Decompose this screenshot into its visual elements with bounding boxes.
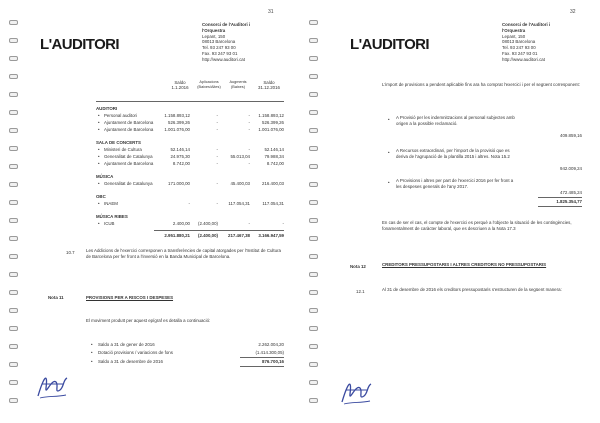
table-row-label: Ajuntament de Barcelona — [104, 120, 154, 125]
table-cell: 526.399,26 — [168, 120, 190, 125]
binder-ring — [309, 38, 318, 43]
table-cell: - — [248, 113, 250, 118]
para-10-7-text: Les Addicions de l'exercici corresponen a transferències de capital atorgades per l'Institut de Cultura de Barcelona per fer front a l'inversió en la Banda Municipal de Barcelona. — [86, 248, 281, 259]
address-tel: Tel. 93 247 93 00 — [502, 45, 536, 51]
table-group-label: MÚSICA — [96, 174, 114, 179]
binder-ring — [9, 20, 18, 25]
binder-ring — [309, 344, 318, 349]
address-street: Lepant, 150 — [502, 33, 526, 39]
binder-ring — [309, 74, 318, 79]
binder-ring — [309, 200, 318, 205]
address-fax: Fax. 93 247 93 01 — [202, 50, 238, 56]
binder-ring — [9, 200, 18, 205]
binder-ring — [9, 380, 18, 385]
table-cell: - — [216, 113, 218, 118]
note-11-title: PROVISIONS PER A RISCOS I DESPESES — [86, 295, 174, 300]
bullet-icon: • — [98, 147, 100, 152]
table-cell: - — [216, 120, 218, 125]
table-row-label: Ministeri de Cultura — [104, 147, 142, 152]
binder-ring — [9, 146, 18, 151]
binder-ring — [309, 164, 318, 169]
table-cell: 1.001.076,00 — [164, 127, 190, 132]
table-row-label: Generalitat de Catalunya — [104, 181, 153, 186]
page-number: 31 — [268, 9, 274, 15]
table-row-label: Generalitat de Catalunya — [104, 154, 153, 159]
table-group-label: SALA DE CONCERTS — [96, 140, 141, 145]
table-cell: 1.158.893,12 — [164, 113, 190, 118]
total-double-rule — [538, 206, 582, 207]
left-page — [6, 6, 292, 416]
binder-ring — [9, 236, 18, 241]
table-cell: - — [248, 120, 250, 125]
table-cell: - — [216, 127, 218, 132]
table-cell: - — [216, 147, 218, 152]
binder-ring — [9, 182, 18, 187]
note-11-label: Nota 11 — [48, 295, 64, 300]
auditori-logo: L'AUDITORI — [350, 36, 429, 53]
provision-item-1-value: 409.859,16 — [560, 133, 582, 138]
right-page — [306, 6, 592, 416]
table-cell: - — [248, 161, 250, 166]
table-row-label: Personal auditori — [104, 113, 137, 118]
table-cell: 2.400,00 — [172, 221, 190, 226]
binder-ring — [309, 236, 318, 241]
table-cell: 8.742,00 — [266, 161, 284, 166]
table-cell: 45.400,03 — [230, 181, 250, 186]
table-cell: (2.400,00) — [197, 221, 218, 226]
total-col-2: (2.400,00) — [197, 233, 218, 238]
binder-ring — [9, 74, 18, 79]
address-web: http://www.auditori.cat — [502, 56, 545, 62]
sum-rule — [240, 357, 284, 358]
total-col-3: 217.467,38 — [228, 233, 250, 238]
table-header-1: Saldo 1.1.2016 — [171, 80, 189, 90]
address-street: Lepant, 150 — [202, 33, 226, 39]
note-11-item-3-value: 876.700,16 — [262, 359, 284, 364]
sum-rule — [538, 197, 582, 198]
table-cell: - — [282, 221, 284, 226]
note-11-item-3-label: Saldo a 31 de desembre de 2016 — [98, 359, 163, 364]
address-fax: Fax. 93 247 93 01 — [502, 50, 538, 56]
bullet-icon: • — [91, 359, 93, 364]
table-header-2: Aplicacions (Baixes/Altes) — [197, 80, 221, 89]
page-number: 32 — [570, 9, 576, 15]
note-11-intro: El moviment produït per aquest epígraf es detalla a continuació: — [86, 318, 211, 323]
bullet-icon: • — [91, 342, 93, 347]
address-city: 08013 Barcelona — [202, 39, 236, 45]
table-cell: 52.146,14 — [170, 147, 190, 152]
binder-ring — [309, 362, 318, 367]
table-cell: 117.054,31 — [262, 201, 284, 206]
total-rule — [154, 230, 284, 231]
note-12-label: Nota 12 — [350, 264, 366, 269]
address-block — [502, 22, 550, 63]
binder-ring — [9, 362, 18, 367]
binder-ring — [309, 398, 318, 403]
binder-ring — [309, 290, 318, 295]
binder-ring — [9, 326, 18, 331]
table-cell: 1.001.076,00 — [258, 127, 284, 132]
table-row-label: ICUB — [104, 221, 115, 226]
bullet-icon: • — [98, 154, 100, 159]
binder-ring — [9, 110, 18, 115]
binder-ring — [9, 56, 18, 61]
binder-ring — [309, 380, 318, 385]
address-name-1: Consorci de l'Auditori i — [202, 22, 251, 27]
binder-rings — [9, 20, 17, 410]
table-header-3: Augments (Baixes) — [229, 80, 247, 89]
bullet-icon: • — [98, 161, 100, 166]
para-11-2-text: En cas de ser el cas, el compte de l'exercici es perquè a l'objecte la situació de les contingències, fonamentalment de caràcter laboral, que es descriuen a la Nota 17.3 — [382, 220, 572, 231]
binder-ring — [9, 344, 18, 349]
note-11-item-1-label: Saldo a 31 de gener de 2016 — [98, 342, 155, 347]
total-col-4: 3.166.947,59 — [258, 233, 284, 238]
address-name-1: Consorci de l'Auditori i — [502, 22, 551, 27]
address-tel: Tel. 93 247 93 00 — [202, 45, 236, 51]
note-11-item-1-value: 2.262.004,20 — [258, 342, 284, 347]
address-block — [202, 22, 250, 63]
provisions-total: 1.825.354,77 — [556, 199, 582, 204]
binder-ring — [309, 218, 318, 223]
binder-ring — [9, 38, 18, 43]
binder-ring — [309, 56, 318, 61]
binder-ring — [309, 128, 318, 133]
bullet-icon: • — [98, 181, 100, 186]
binder-ring — [309, 110, 318, 115]
table-row-label: Ajuntament de Barcelona — [104, 127, 154, 132]
binder-ring — [9, 218, 18, 223]
address-web: http://www.auditori.cat — [202, 56, 245, 62]
provisions-intro: L'import de provisions a pendent aplicable fins ara ha comprat l'exercici i per el següent corresponent: — [382, 82, 580, 87]
table-group-label: OBC — [96, 194, 106, 199]
address-name-2: l'Orquestra — [502, 27, 526, 33]
binder-ring — [9, 128, 18, 133]
table-row-label: INAEM — [104, 201, 118, 206]
signature — [34, 366, 70, 402]
total-col-1: 2.951.880,21 — [164, 233, 190, 238]
binder-ring — [9, 290, 18, 295]
table-cell: - — [248, 127, 250, 132]
table-cell: 216.400,03 — [262, 181, 284, 186]
provision-item-1-text: A Provisió per les indemnitzacions al personal subjectes amb origen a la possible reclamació. — [396, 115, 515, 126]
table-cell: - — [188, 201, 190, 206]
binder-ring — [309, 254, 318, 259]
table-cell: - — [216, 201, 218, 206]
binder-ring — [309, 92, 318, 97]
table-group-label: AUDITORI — [96, 106, 118, 111]
note-11-item-2-label: Dotació provisions / variacions de fons — [98, 350, 173, 355]
bullet-icon: • — [91, 350, 93, 355]
bullet-icon: • — [98, 201, 100, 206]
binder-ring — [309, 326, 318, 331]
table-cell: - — [248, 221, 250, 226]
total-double-rule — [240, 366, 284, 367]
header-rule — [96, 101, 284, 102]
signature — [338, 372, 374, 408]
para-12-1-label: 12.1 — [356, 289, 365, 294]
binder-ring — [9, 308, 18, 313]
auditori-logo: L'AUDITORI — [40, 36, 119, 53]
binder-ring — [309, 182, 318, 187]
binder-ring — [309, 146, 318, 151]
note-12-title: CREDITORS PRESSUPOSTARIS I ALTRES CREDITORS NO PRESSUPOSTARIS — [382, 262, 547, 267]
table-cell: 526.399,26 — [262, 120, 284, 125]
table-cell: 52.146,14 — [264, 147, 284, 152]
table-cell: 1.158.893,12 — [258, 113, 284, 118]
table-cell: 8.742,00 — [172, 161, 190, 166]
binder-ring — [9, 272, 18, 277]
provision-item-3-value: 472.485,24 — [560, 190, 582, 195]
note-11-item-2-value: (1.414.300,05) — [255, 350, 284, 355]
provision-item-2-text: A Recursos extraordinari, per l'import de la provisió que es deriva de l'agrupació de la plantilla 2015 i altres. Nota 15.2 — [396, 148, 510, 159]
binder-ring — [9, 254, 18, 259]
bullet-icon: • — [98, 127, 100, 132]
bullet-icon: • — [98, 221, 100, 226]
para-10-7-label: 10.7 — [66, 250, 75, 255]
para-12-1-text: Al 31 de desembre de 2016 els creditors pressupostaris s'estructuren de la següent manera: — [382, 287, 562, 292]
bullet-icon: • — [98, 120, 100, 125]
table-cell: 24.975,30 — [170, 154, 190, 159]
table-cell: - — [216, 181, 218, 186]
table-cell: 79.988,34 — [264, 154, 284, 159]
table-header-4: Saldo 31.12.2016 — [258, 80, 280, 90]
binder-rings — [309, 20, 317, 410]
binder-ring — [9, 398, 18, 403]
provision-item-2-value: 942.009,24 — [560, 166, 582, 171]
table-cell: 117.054,31 — [228, 201, 250, 206]
bullet-icon: • — [98, 113, 100, 118]
address-city: 08013 Barcelona — [502, 39, 536, 45]
bullet-icon: • — [388, 150, 390, 155]
address-name-2: l'Orquestra — [202, 27, 226, 33]
binder-ring — [309, 272, 318, 277]
binder-ring — [309, 308, 318, 313]
binder-ring — [9, 164, 18, 169]
bullet-icon: • — [388, 180, 390, 185]
binder-ring — [309, 20, 318, 25]
table-cell: - — [216, 161, 218, 166]
table-cell: - — [248, 147, 250, 152]
table-cell: 55.013,04 — [230, 154, 250, 159]
binder-ring — [9, 92, 18, 97]
table-cell: - — [216, 154, 218, 159]
bullet-icon: • — [388, 117, 390, 122]
table-cell: 171.000,00 — [168, 181, 190, 186]
table-group-label: MÚSICA RIBES — [96, 214, 128, 219]
provision-item-3-text: A Provisions i altres per part de l'exercici 2016 per fer front a les despeses generals de l'any 2017. — [396, 178, 514, 189]
table-row-label: Ajuntament de Barcelona — [104, 161, 154, 166]
